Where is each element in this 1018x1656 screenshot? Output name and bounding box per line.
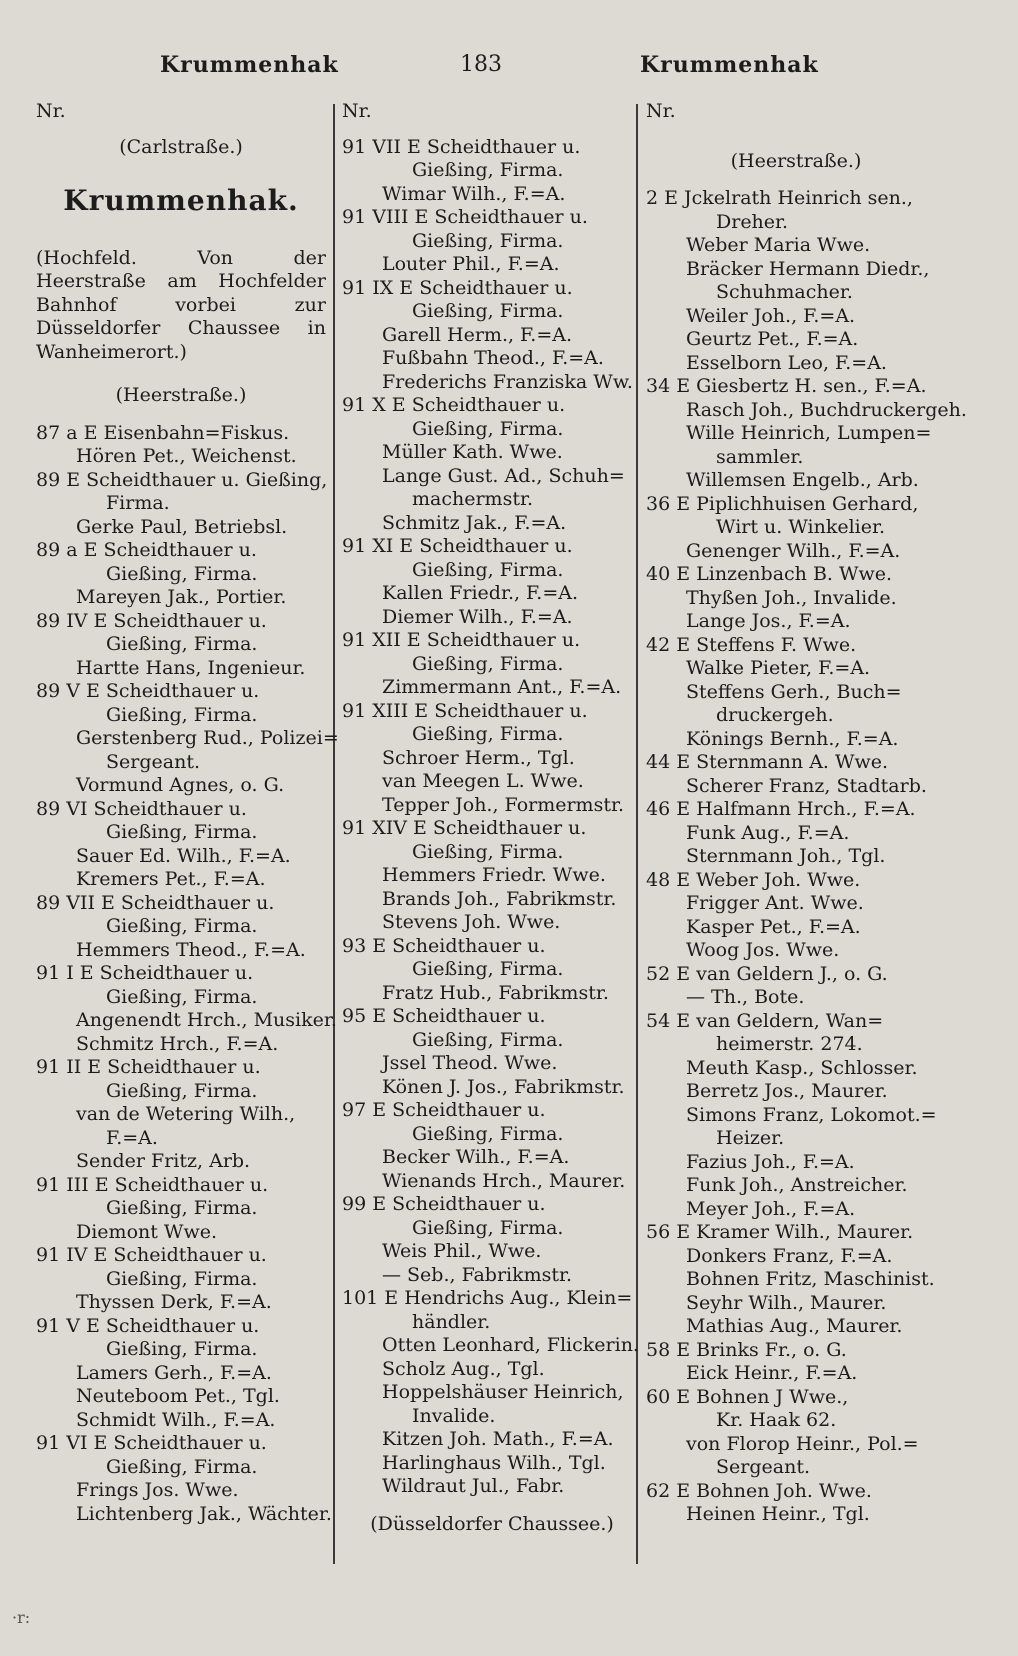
entry-line: Frigger Ant. Wwe. <box>686 892 864 914</box>
entry-line: Seyhr Wilh., Maurer. <box>686 1291 887 1314</box>
entry-line: Louter Phil., F.=A. <box>382 253 560 275</box>
entry-line: Rasch Joh., Buchdruckergeh. <box>686 398 967 421</box>
entry-line: Lange Gust. Ad., Schuh= <box>382 464 625 487</box>
section-title: Krummenhak. <box>63 184 299 217</box>
entry-line: Könen J. Jos., Fabrikmstr. <box>382 1075 625 1098</box>
entry-line: Heizer. <box>716 1127 785 1149</box>
column-1 <box>36 100 339 1526</box>
entry-line: Gießing, Firma. <box>106 985 258 1008</box>
entry-line: 52 E van Geldern J., o. G. <box>646 962 888 985</box>
entry-line: Stevens Joh. Wwe. <box>382 911 561 933</box>
entry-line: — Seb., Fabrikmstr. <box>382 1263 573 1286</box>
entry-line: Gießing, Firma. <box>412 1122 564 1145</box>
entry-line: — Th., Bote. <box>686 986 805 1008</box>
entry-line: von Florop Heinr., Pol.= <box>686 1432 919 1455</box>
entry-line: Gießing, Firma. <box>106 633 258 655</box>
entry-line: Gießing, Firma. <box>412 840 564 863</box>
column-3 <box>646 100 967 1527</box>
entry-line: Schmitz Jak., F.=A. <box>382 511 567 534</box>
entry-line: Garell Herm., F.=A. <box>382 323 572 346</box>
entry-line: Weiler Joh., F.=A. <box>686 304 856 327</box>
entry-line: Gießing, Firma. <box>106 1455 258 1478</box>
entry-line: Fußbahn Theod., F.=A. <box>382 347 604 369</box>
entry-list <box>646 187 967 1527</box>
entry-line: Schuhmacher. <box>716 281 853 303</box>
entry-line: Harlinghaus Wilh., Tgl. <box>382 1451 606 1474</box>
entry-line: Gießing, Firma. <box>106 1197 258 1219</box>
entry-line: Wirt u. Winkelier. <box>716 516 886 538</box>
header-left-title: Krummenhak <box>160 52 339 78</box>
entry-line: Bräcker Hermann Diedr., <box>686 257 930 280</box>
entry-line: 91 XII E Scheidthauer u. <box>342 629 581 651</box>
entry-line: druckergeh. <box>716 704 834 726</box>
entry-line: 91 II E Scheidthauer u. <box>36 1056 261 1078</box>
entry-line: Gießing, Firma. <box>106 915 258 937</box>
footer-mark: ·r: <box>12 1608 31 1627</box>
entry-line: Sauer Ed. Wilh., F.=A. <box>76 844 291 867</box>
entry-line: 97 E Scheidthauer u. <box>342 1099 546 1121</box>
entry-line: Neuteboom Pet., Tgl. <box>76 1385 280 1407</box>
entry-line: Gießing, Firma. <box>412 417 564 440</box>
entry-line: Müller Kath. Wwe. <box>382 441 563 463</box>
entry-line: Diemont Wwe. <box>76 1220 217 1243</box>
entry-line: Kremers Pet., F.=A. <box>76 868 266 890</box>
entry-line: Mareyen Jak., Portier. <box>76 586 287 608</box>
entry-line: 91 VI E Scheidthauer u. <box>36 1432 267 1454</box>
entry-line: 56 E Kramer Wilh., Maurer. <box>646 1221 914 1243</box>
entry-line: Tepper Joh., Formermstr. <box>382 793 624 816</box>
entry-line: Hören Pet., Weichenst. <box>76 445 297 467</box>
entry-line: Gießing, Firma. <box>412 159 564 181</box>
entry-line: Becker Wilh., F.=A. <box>382 1146 570 1168</box>
entry-line: 91 IV E Scheidthauer u. <box>36 1244 267 1266</box>
section-description: (Hochfeld. Von der Heerstraße am Hochfelder Bahnhof vorbei zur Düsseldorfer Chaussee in Wanheimerort.) <box>36 246 326 363</box>
entry-line: Gießing, Firma. <box>106 1338 258 1360</box>
column-nr-label: Nr. <box>646 100 676 122</box>
street-heading: (Düsseldorfer Chaussee.) <box>370 1512 614 1535</box>
entry-line: Gießing, Firma. <box>412 723 564 745</box>
entry-line: 36 E Piplichhuisen Gerhard, <box>646 492 919 515</box>
entry-line: 87 a E Eisenbahn=Fiskus. <box>36 421 290 444</box>
entry-line: Esselborn Leo, F.=A. <box>686 351 887 374</box>
entry-line: Heinen Heinr., Tgl. <box>686 1503 870 1525</box>
entry-line: 91 XI E Scheidthauer u. <box>342 535 573 557</box>
entry-line: Steffens Gerh., Buch= <box>686 680 902 703</box>
entry-line: Gießing, Firma. <box>412 229 564 252</box>
entry-line: Simons Franz, Lokomot.= <box>686 1103 937 1126</box>
entry-line: Frederichs Franziska Ww. <box>382 370 633 393</box>
entry-line: Kitzen Joh. Math., F.=A. <box>382 1428 614 1450</box>
entry-line: 54 E van Geldern, Wan= <box>646 1009 884 1032</box>
page-header <box>0 52 1018 92</box>
entry-line: Funk Joh., Anstreicher. <box>686 1174 908 1196</box>
entry-line: Diemer Wilh., F.=A. <box>382 605 573 628</box>
header-right-title: Krummenhak <box>640 52 819 78</box>
entry-line: 89 VI Scheidthauer u. <box>36 797 247 820</box>
entry-line: Angenendt Hrch., Musiker. <box>76 1009 337 1031</box>
page-number: 183 <box>460 52 502 77</box>
entry-line: Sternmann Joh., Tgl. <box>686 845 886 867</box>
entry-line: Berretz Jos., Maurer. <box>686 1080 888 1102</box>
entry-line: Wienands Hrch., Maurer. <box>382 1169 626 1192</box>
entry-line: 91 VII E Scheidthauer u. <box>342 135 581 158</box>
entry-line: Donkers Franz, F.=A. <box>686 1244 893 1267</box>
street-heading: (Heerstraße.) <box>730 149 862 172</box>
entry-line: van de Wetering Wilh., <box>76 1103 296 1125</box>
entry-line: Bohnen Fritz, Maschinist. <box>686 1268 935 1290</box>
entry-line: Gerke Paul, Betriebsl. <box>76 515 288 538</box>
entry-line: 42 E Steffens F. Wwe. <box>646 633 857 656</box>
entry-line: 89 V E Scheidthauer u. <box>36 680 260 702</box>
entry-line: Kallen Friedr., F.=A. <box>382 582 579 604</box>
street-heading: (Heerstraße.) <box>115 384 247 406</box>
street-heading: (Carlstraße.) <box>119 135 243 158</box>
entry-line: heimerstr. 274. <box>716 1033 863 1055</box>
entry-line: Gießing, Firma. <box>106 562 258 585</box>
entry-line: Fratz Hub., Fabrikmstr. <box>382 981 609 1004</box>
entry-line: 99 E Scheidthauer u. <box>342 1193 546 1215</box>
entry-line: 91 V E Scheidthauer u. <box>36 1314 260 1337</box>
column-nr-label: Nr. <box>342 100 372 122</box>
entry-line: Gerstenberg Rud., Polizei= <box>76 727 339 749</box>
entry-line: 89 IV E Scheidthauer u. <box>36 609 267 632</box>
column-nr-label: Nr. <box>36 100 66 122</box>
entry-line: 46 E Halfmann Hrch., F.=A. <box>646 798 916 820</box>
entry-line: 91 IX E Scheidthauer u. <box>342 276 573 299</box>
entry-line: Gießing, Firma. <box>412 1216 564 1239</box>
entry-list <box>36 421 339 1527</box>
entry-line: Brands Joh., Fabrikmstr. <box>382 887 617 910</box>
entry-line: Walke Pieter, F.=A. <box>686 657 871 679</box>
entry-line: händler. <box>412 1310 491 1333</box>
entry-line: Genenger Wilh., F.=A. <box>686 539 901 562</box>
entry-line: Zimmermann Ant., F.=A. <box>382 676 622 698</box>
entry-line: Gießing, Firma. <box>412 558 564 581</box>
entry-list <box>342 136 642 1499</box>
entry-line: Lamers Gerh., F.=A. <box>76 1361 272 1384</box>
entry-line: Kr. Haak 62. <box>716 1409 837 1431</box>
entry-line: Fazius Joh., F.=A. <box>686 1150 855 1173</box>
entry-line: sammler. <box>716 445 804 468</box>
entry-line: Kasper Pet., F.=A. <box>686 915 861 938</box>
entry-line: 91 VIII E Scheidthauer u. <box>342 206 588 228</box>
entry-line: machermstr. <box>412 488 533 510</box>
entry-line: Funk Aug., F.=A. <box>686 821 850 844</box>
entry-line: 58 E Brinks Fr., o. G. <box>646 1338 847 1361</box>
entry-line: Gießing, Firma. <box>412 958 564 980</box>
entry-line: 40 E Linzenbach B. Wwe. <box>646 563 893 585</box>
entry-line: 91 I E Scheidthauer u. <box>36 962 254 984</box>
entry-line: 89 VII E Scheidthauer u. <box>36 891 275 914</box>
entry-line: Meyer Joh., F.=A. <box>686 1197 856 1220</box>
entry-line: Willemsen Engelb., Arb. <box>686 469 919 491</box>
entry-line: 2 E Jckelrath Heinrich sen., <box>646 187 913 209</box>
entry-line: Lange Jos., F.=A. <box>686 610 851 632</box>
entry-line: 101 E Hendrichs Aug., Klein= <box>342 1287 633 1309</box>
entry-line: Invalide. <box>412 1404 496 1427</box>
entry-line: van Meegen L. Wwe. <box>382 770 584 792</box>
entry-line: Sender Fritz, Arb. <box>76 1150 251 1172</box>
entry-line: Hoppelshäuser Heinrich, <box>382 1381 624 1403</box>
entry-line: Eick Heinr., F.=A. <box>686 1362 858 1384</box>
entry-line: Gießing, Firma. <box>106 1079 258 1102</box>
column-divider-1 <box>333 104 335 1564</box>
entry-line: 48 E Weber Joh. Wwe. <box>646 868 861 891</box>
entry-line: Vormund Agnes, o. G. <box>76 774 285 796</box>
entry-line: 91 XIII E Scheidthauer u. <box>342 699 588 722</box>
entry-line: Meuth Kasp., Schlosser. <box>686 1056 918 1079</box>
entry-line: 34 E Giesbertz H. sen., F.=A. <box>646 375 927 397</box>
entry-line: Mathias Aug., Maurer. <box>686 1315 903 1337</box>
entry-line: 60 E Bohnen J Wwe., <box>646 1385 849 1408</box>
entry-line: Hemmers Friedr. Wwe. <box>382 864 606 886</box>
entry-line: Gießing, Firma. <box>412 652 564 675</box>
entry-line: Hemmers Theod., F.=A. <box>76 938 306 961</box>
entry-line: Jssel Theod. Wwe. <box>382 1052 558 1074</box>
entry-line: 93 E Scheidthauer u. <box>342 934 546 957</box>
entry-line: 62 E Bohnen Joh. Wwe. <box>646 1479 872 1502</box>
entry-line: Gießing, Firma. <box>412 300 564 322</box>
entry-line: Gießing, Firma. <box>106 821 258 843</box>
column-2 <box>342 100 642 1536</box>
entry-line: Otten Leonhard, Flickerin. <box>382 1334 639 1356</box>
entry-line: Sergeant. <box>716 1456 810 1478</box>
entry-line: 89 a E Scheidthauer u. <box>36 539 257 561</box>
entry-line: Wimar Wilh., F.=A. <box>382 182 566 205</box>
entry-line: Weis Phil., Wwe. <box>382 1240 542 1262</box>
entry-line: Scholz Aug., Tgl. <box>382 1357 545 1380</box>
entry-line: Thyßen Joh., Invalide. <box>686 586 897 609</box>
entry-line: Schmidt Wilh., F.=A. <box>76 1408 276 1431</box>
entry-line: Lichtenberg Jak., Wächter. <box>76 1502 332 1525</box>
entry-line: Schmitz Hrch., F.=A. <box>76 1032 279 1055</box>
entry-line: 91 X E Scheidthauer u. <box>342 394 566 416</box>
entry-line: Scherer Franz, Stadtarb. <box>686 774 927 797</box>
entry-line: Sergeant. <box>106 750 200 773</box>
entry-line: Wildraut Jul., Fabr. <box>382 1475 565 1497</box>
entry-line: Gießing, Firma. <box>106 703 258 726</box>
entry-line: 91 XIV E Scheidthauer u. <box>342 817 587 839</box>
entry-line: Hartte Hans, Ingenieur. <box>76 656 306 679</box>
entry-line: F.=A. <box>106 1126 158 1149</box>
entry-line: Wille Heinrich, Lumpen= <box>686 422 932 444</box>
entry-line: 89 E Scheidthauer u. Gießing, <box>36 468 328 491</box>
entry-line: Frings Jos. Wwe. <box>76 1479 239 1501</box>
entry-line: Gießing, Firma. <box>106 1267 258 1290</box>
entry-line: 95 E Scheidthauer u. <box>342 1005 546 1027</box>
entry-line: Gießing, Firma. <box>412 1028 564 1051</box>
entry-line: Weber Maria Wwe. <box>686 234 871 256</box>
entry-line: Firma. <box>106 492 170 514</box>
entry-line: Schroer Herm., Tgl. <box>382 746 575 769</box>
entry-line: 44 E Sternmann A. Wwe. <box>646 751 889 773</box>
entry-line: Dreher. <box>716 210 789 233</box>
entry-line: Thyssen Derk, F.=A. <box>76 1291 272 1313</box>
entry-line: Geurtz Pet., F.=A. <box>686 328 859 350</box>
entry-line: Woog Jos. Wwe. <box>686 939 840 961</box>
entry-line: Könings Bernh., F.=A. <box>686 727 899 750</box>
entry-line: 91 III E Scheidthauer u. <box>36 1173 269 1196</box>
